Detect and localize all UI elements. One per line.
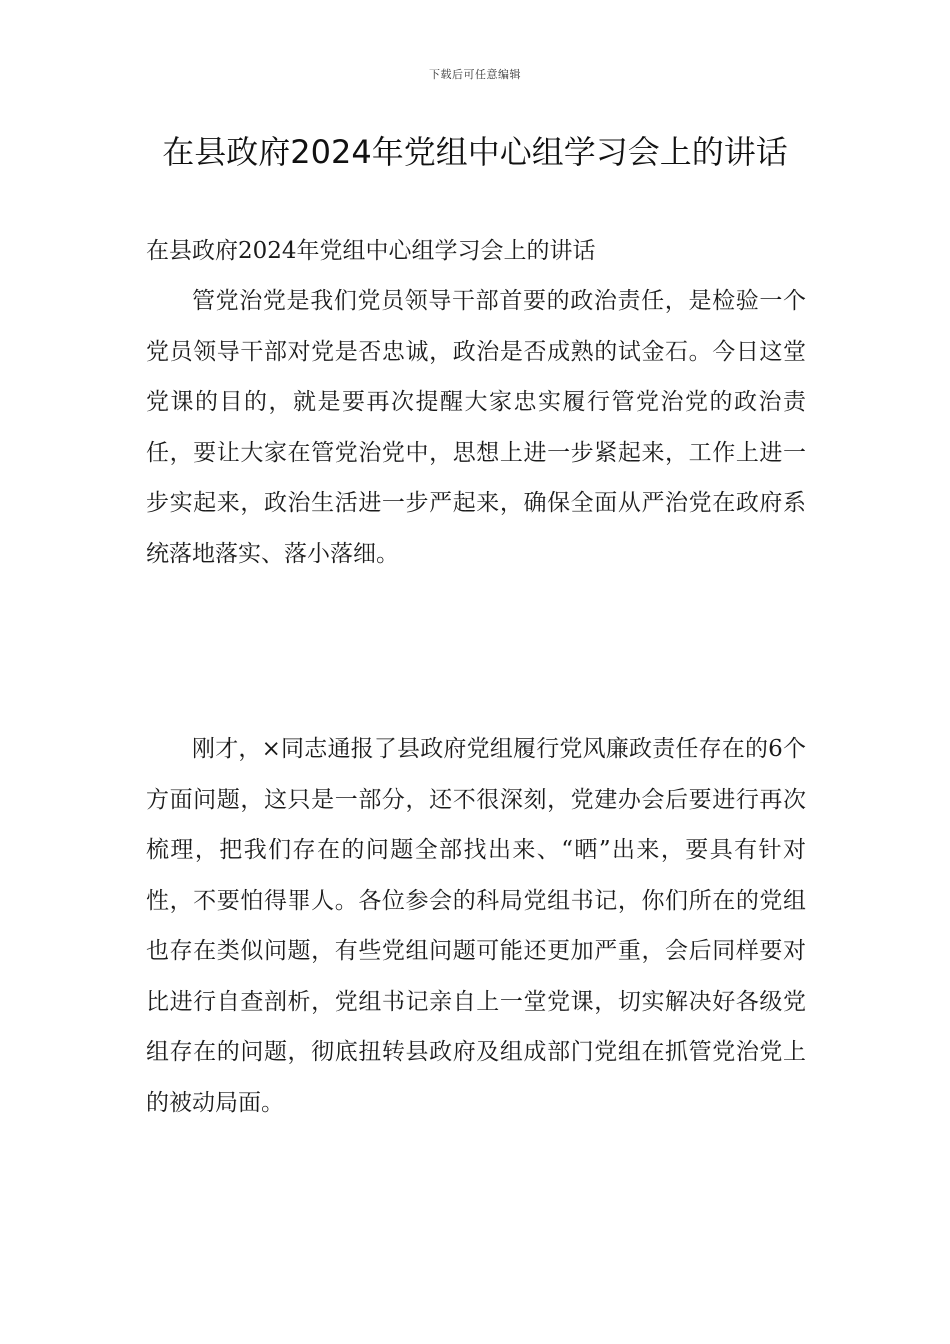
paragraph-2: 刚才，×同志通报了县政府党组履行党风廉政责任存在的6个方面问题，这只是一部分，还不很深刻，党建办会后要进行再次梳理，把我们存在的问题全部找出来、“晒”出来，要具有针对性，不要怕得罪人。各位参会的科局党组书记，你们所在的党组也存在类似问题，有些党组问题可能还更加严重，会后同样要对比进行自查剖析，党组书记亲自上一堂党课，切实解决好各级党组存在的问题，彻底扭转县政府及组成部门党组在抓管党治党上的被动局面。	[146, 736, 806, 1116]
document-title: 在县政府2024年党组中心组学习会上的讲话	[162, 133, 788, 171]
header-note: 下载后可任意编辑	[429, 68, 521, 81]
document-subtitle: 在县政府2024年党组中心组学习会上的讲话	[146, 238, 596, 264]
paragraph-1: 管党治党是我们党员领导干部首要的政治责任，是检验一个党员领导干部对党是否忠诚，政治是否成熟的试金石。今日这堂党课的目的，就是要再次提醒大家忠实履行管党治党的政治责任，要让大家在管党治党中，思想上进一步紧起来，工作上进一步实起来，政治生活进一步严起来，确保全面从严治党在政府系统落地落实、落小落细。	[146, 288, 806, 567]
